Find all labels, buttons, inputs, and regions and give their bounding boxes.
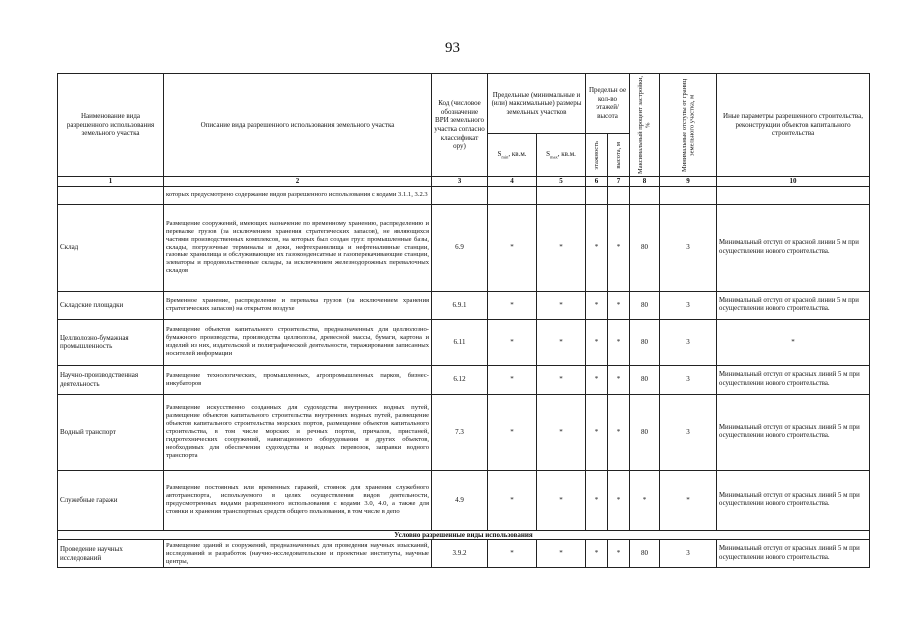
row-name: Целлюлозно-бумажная промышленность [58,319,164,365]
row-smin: * [488,540,537,568]
row-description: Размещение объектов капитального строительства, предназначенных для целлюлозно-бумажного производства, производства целлюлозы, древесной массы, бумаги, картона и изделий из них, издательской и полиграфической деятельности, тиражирования записанных носителей информации [164,319,432,365]
column-number: 3 [432,177,488,187]
column-number: 5 [537,177,586,187]
row-height [608,186,630,204]
row-floors: * [586,204,608,291]
header-setback: Минимальные отступы от границ земельного участка, м [660,74,717,177]
row-height: * [608,291,630,319]
row-height: * [608,394,630,470]
row-code: 6.9.1 [432,291,488,319]
row-code: 7.3 [432,394,488,470]
row-name: Служебные гаражи [58,470,164,530]
row-other: Минимальный отступ от красных линий 5 м при осуществлении нового строительства. [717,470,870,530]
column-number: 1 [58,177,164,187]
column-number: 8 [630,177,660,187]
row-setback: 3 [660,365,717,394]
table-row [58,319,870,365]
row-percent: * [630,470,660,530]
row-smin: * [488,394,537,470]
row-smin: * [488,319,537,365]
row-name [58,186,164,204]
row-percent: 80 [630,540,660,568]
row-description: Размещение зданий и сооружений, предназначенных для проведения научных изысканий, исследований и разработок (научно-исследовательские и проектные институты, научные центры, [164,540,432,568]
section-title: Условно разрешенные виды использования [58,530,870,540]
row-code: 6.9 [432,204,488,291]
row-code: 6.12 [432,365,488,394]
row-other: Минимальный отступ от красной линии 5 м при осуществлении нового строительства. [717,291,870,319]
header-other: Иные параметры разрешенного строительства, реконструкции объектов капитального строительства [717,74,870,177]
header-code: Код (числовое обозначение ВРИ земельного участка согласно классификат ору) [432,74,488,177]
page-number: 93 [445,40,460,56]
row-description: Размещение технологических, промышленных, агропромышленных парков, бизнес-инкубаторов [164,365,432,394]
table-row [58,365,870,394]
row-floors [586,186,608,204]
header-smax: $S_{max}$, кв.м. [537,133,586,176]
row-floors: * [586,319,608,365]
row-floors: * [586,394,608,470]
row-percent: 80 [630,319,660,365]
row-setback: 3 [660,291,717,319]
row-smax: * [537,394,586,470]
row-smax: * [537,319,586,365]
row-smax: * [537,204,586,291]
row-smax: * [537,470,586,530]
table-row [58,186,870,204]
row-code: 4.9 [432,470,488,530]
column-number: 2 [164,177,432,187]
row-name: Научно-производственная деятельность [58,365,164,394]
header-description: Описание вида разрешенного использования земельного участка [164,74,432,177]
row-height: * [608,470,630,530]
row-name: Водный транспорт [58,394,164,470]
row-other: Минимальный отступ от красной линии 5 м при осуществлении нового строительства. [717,204,870,291]
row-height: * [608,540,630,568]
row-percent: 80 [630,204,660,291]
row-smin: * [488,291,537,319]
row-description: Размещение искусственно созданных для судоходства внутренних водных путей, размещение объектов капитального строительства внутренних водных путей, размещение объектов капитального строительства морских портов, размещение объектов капитального строительства, в том числе морских и речных портов, причалов, пристаней, гидротехнических сооружений, навигационного оборудования и других объектов, необходимых для обеспечения судоходства и водных перевозок, заправки водного транспорта [164,394,432,470]
row-smin [488,186,537,204]
row-floors: * [586,291,608,319]
column-numbers-row [58,177,870,187]
row-floors: * [586,365,608,394]
row-other: Минимальный отступ от красных линий 5 м при осуществлении нового строительства. [717,365,870,394]
row-other: Минимальный отступ от красных линий 5 м при осуществлении нового строительства. [717,394,870,470]
header-sizes: Предельные (минимальные и (или) максимальные) размеры земельных участков [488,74,586,134]
header-percent: Максимальный процент застройки, % [630,74,660,177]
row-code [432,186,488,204]
land-use-table [57,73,870,568]
row-setback: 3 [660,319,717,365]
column-number: 6 [586,177,608,187]
row-setback: 3 [660,540,717,568]
header-smin: $S_{min}$, кв.м. [488,133,537,176]
row-other [717,186,870,204]
row-smin: * [488,204,537,291]
column-number: 10 [717,177,870,187]
row-setback: 3 [660,394,717,470]
row-smax: * [537,540,586,568]
column-number: 4 [488,177,537,187]
row-percent: 80 [630,394,660,470]
table-row [58,204,870,291]
row-description: Размещение постоянных или временных гаражей, стоянок для хранения служебного автотранспорта, используемого в целях осуществления видов деятельности, предусмотренных видами разрешенного использования с кодами 3.0, 4.0, а также для стоянки и хранения транспортных средств общего пользования, в том числе в депо [164,470,432,530]
row-smax: * [537,291,586,319]
header-floors-count: этажность [586,133,608,176]
table-row [58,291,870,319]
row-floors: * [586,470,608,530]
header-height: высота, м [608,133,630,176]
table-row [58,470,870,530]
row-description: Размещение сооружений, имеющих назначение по временному хранению, распределению и перевалке грузов (за исключением хранения стратегических запасов), не являющихся частями производственных комплексов, на которых был создан груз: промышленные базы, склады, погрузочные терминалы и доки, нефтехранилища и нефтеналивные станции, газовые хранилища и обслуживающие их газоконденсатные и газоперекачивающие станции, элеваторы и продовольственные склады, за исключением железнодорожных перевалочных складов [164,204,432,291]
column-number: 7 [608,177,630,187]
row-setback [660,186,717,204]
row-height: * [608,365,630,394]
row-height: * [608,319,630,365]
row-smax [537,186,586,204]
row-code: 6.11 [432,319,488,365]
table-row [58,394,870,470]
row-smin: * [488,365,537,394]
row-setback: 3 [660,204,717,291]
row-name: Складские площадки [58,291,164,319]
row-height: * [608,204,630,291]
row-smin: * [488,470,537,530]
row-code: 3.9.2 [432,540,488,568]
row-name: Склад [58,204,164,291]
row-floors: * [586,540,608,568]
row-percent [630,186,660,204]
row-other: Минимальный отступ от красных линий 5 м при осуществлении нового строительства. [717,540,870,568]
row-description: которых предусмотрено содержание видов разрешенного использования с кодами 3.1.1, 3.2.3 [164,186,432,204]
row-percent: 80 [630,291,660,319]
section-row [58,530,870,540]
row-smax: * [537,365,586,394]
row-percent: 80 [630,365,660,394]
column-number: 9 [660,177,717,187]
row-other: * [717,319,870,365]
row-setback: * [660,470,717,530]
row-description: Временное хранение, распределение и перевалка грузов (за исключением хранения стратегических запасов) на открытом воздухе [164,291,432,319]
header-floors: Предельн ое кол-во этажей/ высота [586,74,630,134]
header-name: Наименование вида разрешенного использования земельного участка [58,74,164,177]
table-row [58,540,870,568]
row-name: Проведение научных исследований [58,540,164,568]
